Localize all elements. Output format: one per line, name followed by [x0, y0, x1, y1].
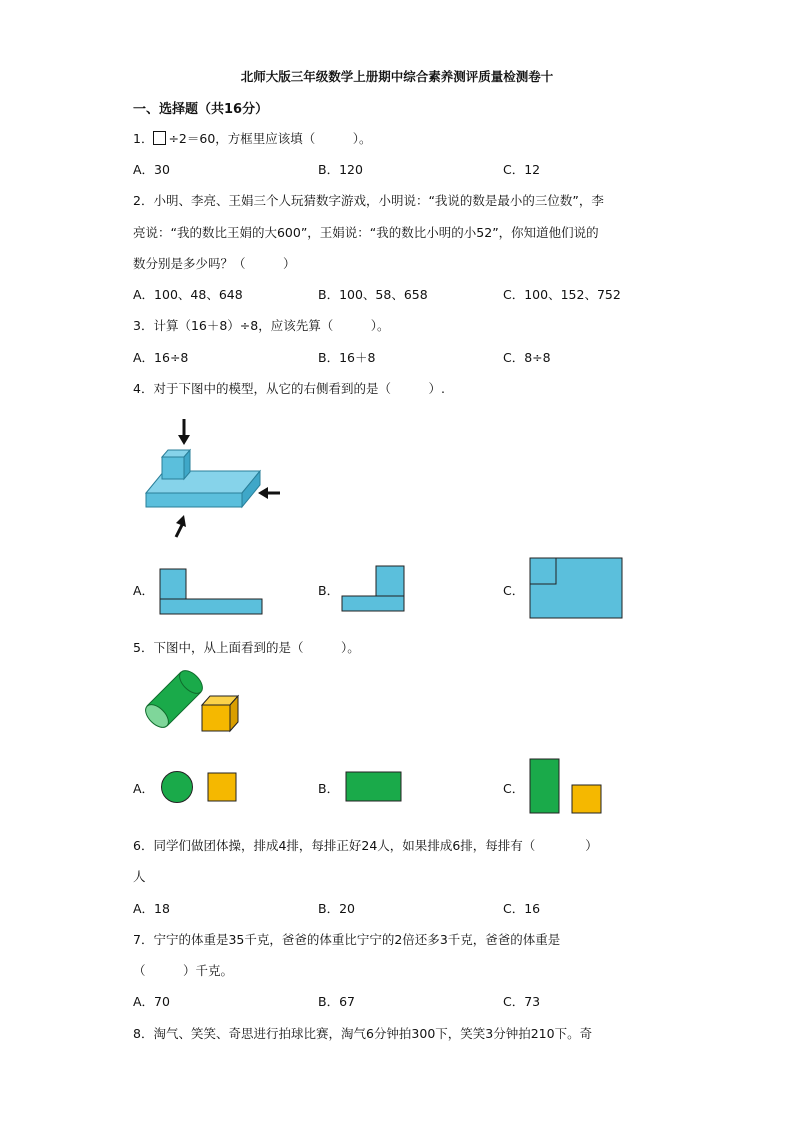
q3-option-a[interactable]: A．16÷8	[133, 350, 189, 365]
question-2-line-3: 数分别是多少吗？（ ）	[133, 256, 296, 271]
q2-option-a[interactable]: A．100、48、648	[133, 287, 243, 302]
question-2-line-2: 亮说：“我的数比王娟的大600”，王娟说：“我的数比小明的小52”，你知道他们说的	[133, 225, 599, 240]
q7-option-c[interactable]: C．73	[503, 994, 541, 1009]
q4-option-c-figure[interactable]	[529, 557, 625, 621]
q4-option-c[interactable]: C．	[503, 583, 525, 598]
question-7-line-1: 7．宁宁的体重是35千克，爸爸的体重比宁宁的2倍还多3千克，爸爸的体重是	[133, 932, 561, 947]
q5-option-c-figure[interactable]	[529, 758, 603, 816]
q6-option-a[interactable]: A．18	[133, 901, 170, 916]
q3-option-b[interactable]: B．16＋8	[318, 350, 376, 365]
q4-model-figure	[140, 415, 285, 540]
arrow-down-icon	[178, 419, 190, 445]
slab-front	[146, 493, 242, 507]
question-6-line-1: 6．同学们做团体操，排成4排，每排正好24人，如果排成6排，每排有（ ）	[133, 838, 598, 853]
q5-model-figure	[138, 668, 244, 738]
question-3: 3．计算（16＋8）÷8，应该先算（ ）。	[133, 318, 390, 333]
blank-box-icon	[153, 131, 166, 145]
section-heading: 一、选择题（共16分）	[133, 102, 269, 117]
q3-option-c[interactable]: C．8÷8	[503, 350, 551, 365]
arrow-up-icon	[176, 515, 186, 537]
q1-option-b[interactable]: B．120	[318, 162, 363, 177]
question-5: 5．下图中，从上面看到的是（ ）。	[133, 640, 360, 655]
cube-front	[162, 457, 184, 479]
q4-option-b-figure[interactable]	[340, 565, 408, 613]
question-8-line-1: 8．淘气、笑笑、奇思进行拍球比赛，淘气6分钟拍300下，笑笑3分钟拍210下。奇	[133, 1026, 593, 1041]
q6-option-c[interactable]: C．16	[503, 901, 541, 916]
question-2-line-1: 2．小明、李亮、王娟三个人玩猜数字游戏，小明说：“我说的数是最小的三位数”，李	[133, 193, 604, 208]
q1-option-a[interactable]: A．30	[133, 162, 170, 177]
q7-option-a[interactable]: A．70	[133, 994, 170, 1009]
question-text: ÷2＝60，方框里应该填（ ）。	[168, 131, 372, 146]
question-4: 4．对于下图中的模型，从它的右侧看到的是（ ）.	[133, 381, 445, 396]
q6-option-b[interactable]: B．20	[318, 901, 355, 916]
q5-option-c[interactable]: C．	[503, 781, 525, 796]
q4-option-a-figure[interactable]	[158, 568, 264, 616]
cylinder-shape	[141, 666, 206, 731]
question-6-line-2: 人	[133, 869, 146, 884]
question-7-line-2: （ ）千克。	[133, 963, 234, 978]
question-number: 1．	[133, 131, 154, 146]
q2-option-b[interactable]: B．100、58、658	[318, 287, 428, 302]
q1-option-c[interactable]: C．12	[503, 162, 541, 177]
q4-option-a[interactable]: A．	[133, 583, 155, 598]
arrow-left-icon	[258, 487, 280, 499]
page-title: 北师大版三年级数学上册期中综合素养测评质量检测卷十	[240, 69, 554, 84]
q2-option-c[interactable]: C．100、152、752	[503, 287, 621, 302]
q5-option-b-figure[interactable]	[345, 771, 403, 803]
q4-option-b[interactable]: B．	[318, 583, 340, 598]
q7-option-b[interactable]: B．67	[318, 994, 355, 1009]
q5-option-b[interactable]: B．	[318, 781, 340, 796]
q5-option-a-figure[interactable]	[160, 770, 240, 804]
q5-option-a[interactable]: A．	[133, 781, 155, 796]
question-1	[133, 131, 372, 147]
cube-shape	[202, 696, 238, 731]
